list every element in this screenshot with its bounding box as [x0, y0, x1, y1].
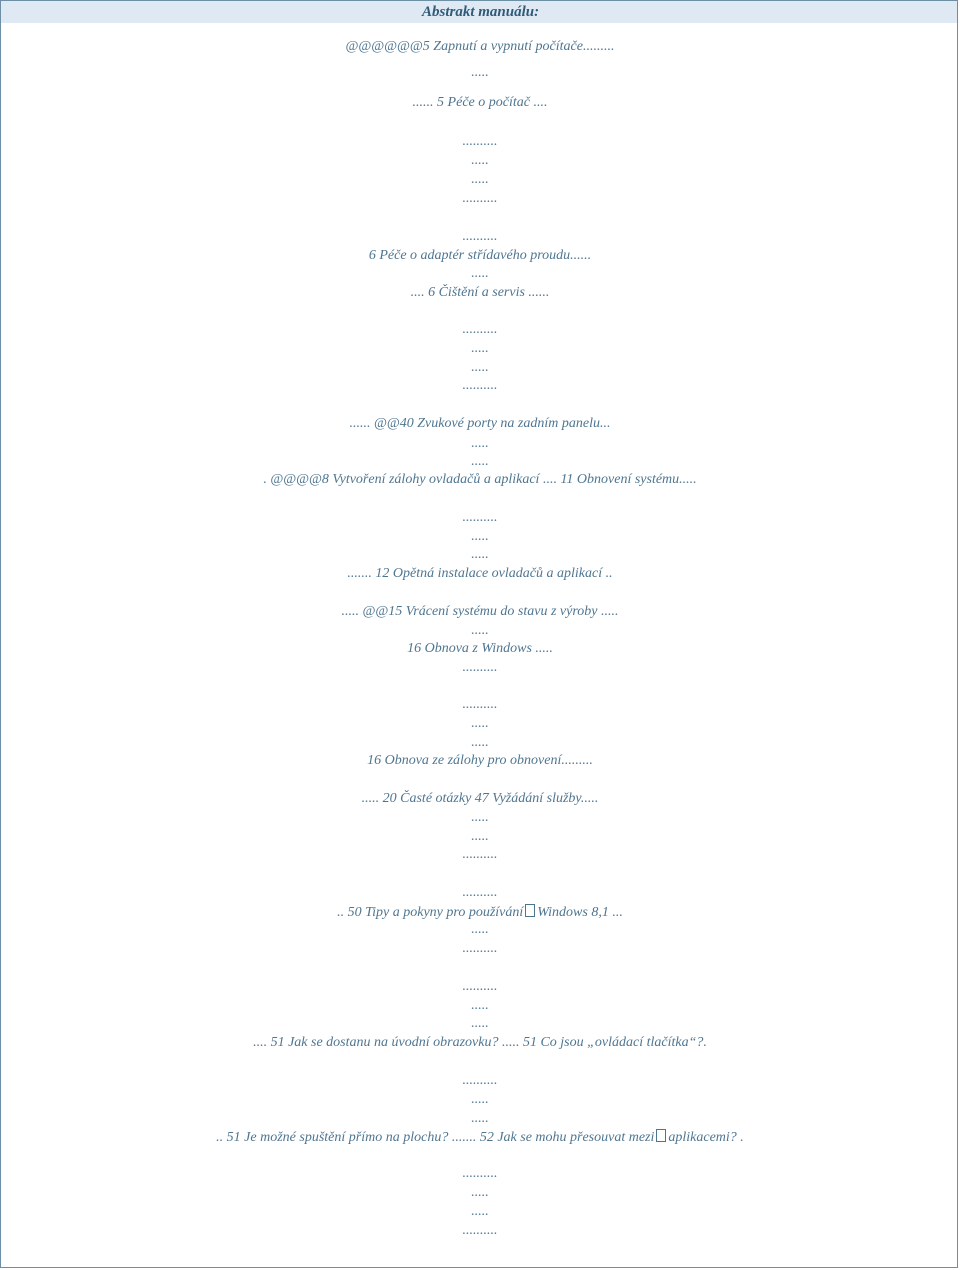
- text-line: ...... @@40 Zvukové porty na zadním panelu...: [349, 416, 611, 431]
- text-line: ..........: [462, 229, 498, 244]
- text-line: .....: [471, 1092, 489, 1107]
- text-line: .... 6 Čištění a servis ......: [410, 285, 550, 300]
- text-line: ..........: [462, 941, 498, 956]
- text-line: 6 Péče o adaptér střídavého proudu......: [368, 248, 592, 263]
- text-line: 16 Obnova ze zálohy pro obnovení.........: [367, 753, 593, 768]
- text-line: .....: [471, 922, 489, 937]
- text-segment: Windows 8,1 ...: [537, 905, 623, 920]
- text-line: ..........: [462, 885, 498, 900]
- text-line: .....: [471, 998, 489, 1013]
- text-line: 16 Obnova z Windows .....: [407, 641, 553, 656]
- text-line: @@@@@@5 Zapnutí a vypnutí počítače.........: [345, 39, 615, 54]
- text-line: ..........: [462, 979, 498, 994]
- text-line: .....: [471, 735, 489, 750]
- text-line: .....: [471, 266, 489, 281]
- text-line: ....... 12 Opětná instalace ovladačů a aplikací ..: [347, 566, 613, 581]
- text-line: .....: [471, 1204, 489, 1219]
- text-line: .....: [471, 547, 489, 562]
- text-line: ..........: [462, 322, 498, 337]
- text-segment: aplikacemi? .: [668, 1130, 744, 1145]
- text-line: ..........: [462, 847, 498, 862]
- missing-glyph-icon: [525, 904, 535, 917]
- text-line: .....: [471, 810, 489, 825]
- text-line: [0, 1129, 960, 1146]
- text-line: ..........: [462, 1223, 498, 1238]
- text-line: .....: [471, 829, 489, 844]
- text-line: .....: [471, 623, 489, 638]
- text-line: .....: [471, 1185, 489, 1200]
- text-line: ..........: [462, 510, 498, 525]
- text-line: .....: [471, 65, 489, 80]
- text-segment: .. 51 Je možné spuštění přímo na plochu? ....... 52 Jak se mohu přesouvat mezi: [216, 1130, 655, 1145]
- text-segment: .. 50 Tipy a pokyny pro používání: [337, 905, 524, 920]
- title-bar: [1, 1, 957, 23]
- text-line: .....: [471, 172, 489, 187]
- text-line: .....: [471, 454, 489, 469]
- text-line: [0, 904, 960, 921]
- text-line: ..........: [462, 378, 498, 393]
- text-line: ..........: [462, 660, 498, 675]
- text-line: ..........: [462, 134, 498, 149]
- text-line: ..... @@15 Vrácení systému do stavu z výroby .....: [341, 604, 619, 619]
- text-line: ...... 5 Péče o počítač ....: [412, 95, 548, 110]
- text-line: . @@@@8 Vytvoření zálohy ovladačů a aplikací .... 11 Obnovení systému.....: [263, 472, 697, 487]
- text-line: ..........: [462, 697, 498, 712]
- text-line: ..........: [462, 1073, 498, 1088]
- text-line: .....: [471, 436, 489, 451]
- text-line: .....: [471, 529, 489, 544]
- text-line: .... 51 Jak se dostanu na úvodní obrazovku? ..... 51 Co jsou „ovládací tlačítka“?.: [253, 1035, 707, 1050]
- text-line: .....: [471, 341, 489, 356]
- missing-glyph-icon: [656, 1129, 666, 1142]
- text-line: .....: [471, 716, 489, 731]
- document-title: Abstrakt manuálu:: [422, 4, 540, 20]
- text-line: ..... 20 Časté otázky 47 Vyžádání služby.....: [361, 791, 599, 806]
- text-line: .....: [471, 1111, 489, 1126]
- text-line: .....: [471, 360, 489, 375]
- text-line: .....: [471, 153, 489, 168]
- text-line: .....: [471, 1016, 489, 1031]
- text-line: ..........: [462, 1166, 498, 1181]
- text-line: ..........: [462, 191, 498, 206]
